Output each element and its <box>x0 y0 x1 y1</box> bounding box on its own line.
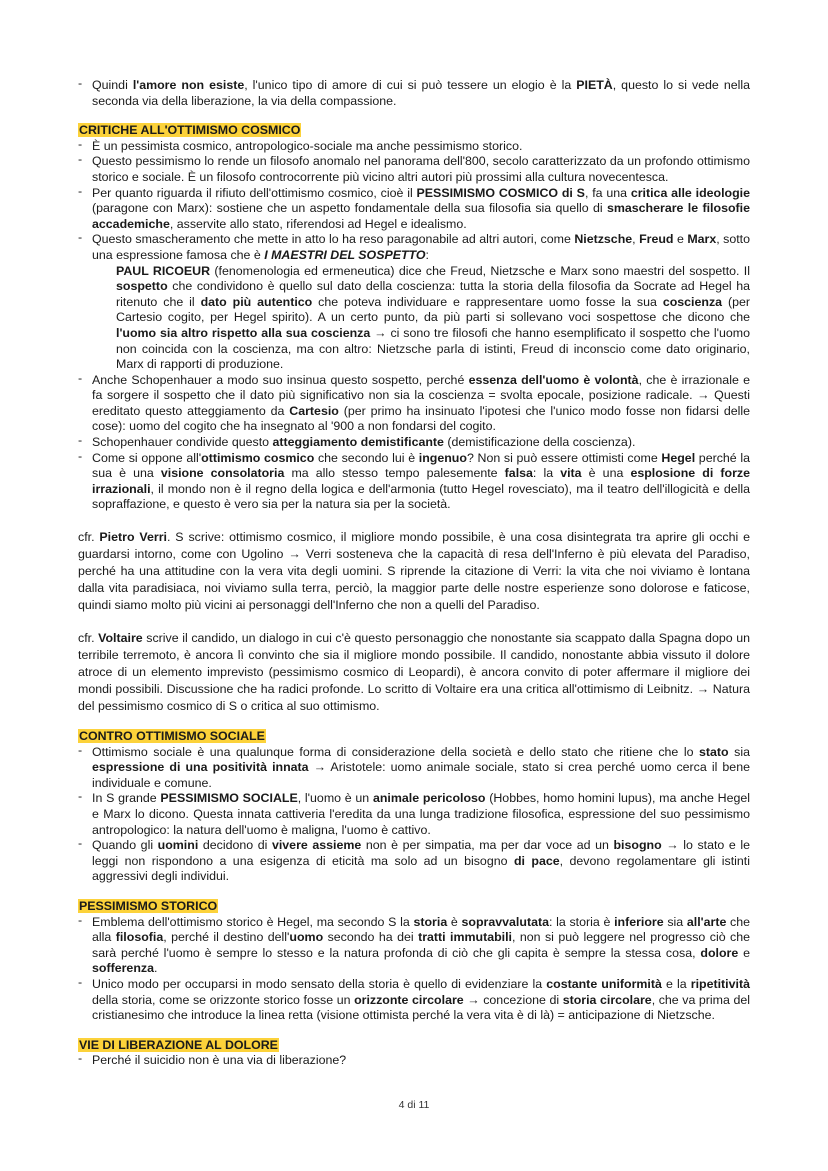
text-run: è una <box>581 466 631 481</box>
section-heading: VIE DI LIBERAZIONE AL DOLORE <box>79 1037 278 1052</box>
text-run: , perché il destino dell' <box>163 930 290 945</box>
text-run: perché la sua è una <box>92 450 751 481</box>
emphasis-text: Hegel <box>661 450 696 465</box>
text-run: è <box>447 914 462 929</box>
intro-list <box>78 78 750 109</box>
text-run: (per Cartesio cogito, per Hegel spirito). A un certo punto, da più parti si sollevano voci sospettose che dicono che <box>116 294 751 325</box>
emphasis-text: Nietzsche <box>574 232 633 247</box>
emphasis-text: sospetto <box>116 279 168 294</box>
text-run: , che è irrazionale e fa sorgere il sospetto che il dato più significativo non sia la coscienza = svolta epocale, posizione radicale. → Questi ereditato questo atteggiamento da <box>92 372 750 418</box>
emphasis-text: coscienza <box>662 294 723 309</box>
text-run: che poteva individuare e rappresentare uomo fosse la sua <box>312 294 663 309</box>
emphasis-text: tratti immutabili <box>418 930 512 945</box>
text-run: , questo lo si vede nella seconda via della liberazione, la via della compassione. <box>92 78 750 108</box>
text-run: → lo stato e le leggi non rispondono a una esigenza di eticità ma solo ad un bisogno <box>92 838 751 868</box>
emphasis-text: falsa <box>504 466 533 481</box>
emphasis-text: vita <box>560 466 582 481</box>
text-run: Come si oppone all' <box>92 450 202 465</box>
text-run: secondo ha dei <box>323 930 419 945</box>
text-run: Ottimismo sociale è una qualunque forma di considerazione della società e dello stato che ritiene che lo <box>92 744 700 759</box>
text-run: che alla <box>92 914 751 945</box>
list-item <box>78 745 750 792</box>
emphasis-text: visione consolatoria <box>160 466 285 481</box>
text-run: Quindi <box>92 78 133 92</box>
text-run: (demistificazione della coscienza). <box>443 435 636 450</box>
text-run: scrive il candido, un dialogo in cui c'è questo personaggio che nonostante sia scappato dalla Spagna dopo un terribile terremoto, è ancora lì convinto che sia il migliore mondo possibile. Il candido, nonostante abbia vissuto il dolore atroce di un elemento imprevisto (pessimismo cosmico di Leopardi), è ancora convito di poter affermare il migliore dei mondi possibili. Discussione che ha radici profonde. Lo scritto di Voltaire era una critica all'ottimismo di Leibnitz. → Natura del pessimismo cosmico di S o critica al suo ottimismo. <box>78 631 750 714</box>
text-run: , l'uomo è un <box>297 791 373 806</box>
section-list <box>78 915 750 1024</box>
emphasis-text: stato <box>699 744 729 759</box>
text-run: Anche Schopenhauer a modo suo insinua questo sospetto, perché <box>92 372 469 387</box>
list-item <box>78 838 750 885</box>
text-run: che condividono è quello sul dato della coscienza: tutta la storia della filosofia da Socrate ad Hegel ha ritenuto che il <box>116 279 750 309</box>
list-item <box>78 139 750 155</box>
text-run: non è per simpatia, ma per dar voce ad un <box>361 838 614 853</box>
list-item <box>78 154 750 185</box>
text-run: , asservite allo stato, riferendosi ad Hegel e idealismo. <box>169 216 467 231</box>
text-run: , devono regolamentare gli istinti aggressivi degli individui. <box>92 853 751 884</box>
list-item <box>78 977 750 1024</box>
emphasis-text: PESSIMISMO SOCIALE <box>160 791 298 806</box>
text-run: della storia, come se orizzonte storico fosse un <box>92 992 355 1007</box>
text-run: Unico modo per occuparsi in modo sensato della storia è quello di evidenziare la <box>92 976 547 991</box>
text-run: , <box>632 232 640 247</box>
emphasis-text: sopravvalutata <box>461 914 549 929</box>
text-run: Per quanto riguarda il rifiuto dell'ottimismo cosmico, cioè il <box>92 185 417 200</box>
text-run: , l'unico tipo di amore di cui si può tessere un elogio è la <box>244 78 577 92</box>
text-run: , sotto una espressione famosa che è <box>92 232 751 262</box>
emphasis-text: atteggiamento demistificante <box>272 435 444 450</box>
section-list <box>78 373 750 513</box>
emphasis-text: esplosione di forze irrazionali <box>92 466 750 496</box>
emphasis-text: l'uomo sia altro rispetto alla sua coscienza <box>116 325 371 340</box>
text-run: (paragone con Marx): sostiene che un aspetto fondamentale della sua filosofia sia quello di <box>92 201 607 216</box>
section-heading: CRITICHE ALL'OTTIMISMO COSMICO <box>79 123 301 138</box>
text-run: cfr. <box>78 530 100 545</box>
emphasis-text: critica alle ideologie <box>630 185 751 200</box>
emphasis-text: PAUL RICOEUR <box>116 263 211 278</box>
emphasis-text: all'arte <box>686 914 727 929</box>
text-run: ma allo stesso tempo palesemente <box>284 466 505 481</box>
emphasis-text: uomo <box>289 930 324 945</box>
emphasis-text: vivere assieme <box>271 838 362 853</box>
cfr-paragraph <box>78 630 750 715</box>
page-number: 4 di 11 <box>398 1099 430 1111</box>
text-run: In S grande <box>92 791 161 806</box>
text-run: (per primo ha insinuato l'ipotesi che l'unico modo fosse non fidarsi delle cose): uomo del cogito che ha insegnato al '900 a non fondarsi del cogito. <box>92 403 750 434</box>
text-run: e <box>673 232 688 247</box>
list-item <box>78 451 750 513</box>
emphasis-text: I MAESTRI DEL SOSPETTO <box>264 247 426 262</box>
emphasis-text: costante uniformità <box>546 976 662 991</box>
emphasis-text: ripetitività <box>690 976 750 991</box>
emphasis-text: orizzonte circolare <box>354 992 464 1007</box>
list-item <box>78 186 750 233</box>
text-run: → concezione di <box>463 992 563 1007</box>
document-page <box>78 78 750 1069</box>
emphasis-text: sofferenza <box>92 961 154 976</box>
text-run: decidono di <box>198 838 272 853</box>
emphasis-text: filosofia <box>115 930 164 945</box>
emphasis-text: uomini <box>157 838 199 853</box>
emphasis-text: Freud <box>639 232 674 247</box>
text-run: sia <box>663 914 687 929</box>
emphasis-text: storia <box>413 914 448 929</box>
text-run: Questo smascheramento che mette in atto lo ha reso paragonabile ad altri autori, come <box>92 232 575 247</box>
text-run: cfr. <box>78 631 99 646</box>
text-run: Questo pessimismo lo rende un filosofo anomalo nel panorama dell'800, secolo caratterizzato da un profondo ottimismo storico e sociale. È un filosofo controcorrente più vicino altri autori più prossimi alla cultura novecentesca. <box>92 154 750 184</box>
emphasis-text: essenza dell'uomo è volontà <box>468 372 639 387</box>
emphasis-text: PIETÀ <box>576 78 613 92</box>
emphasis-text: smascherare le filosofie accademiche <box>92 201 750 231</box>
section-heading: PESSIMISMO STORICO <box>79 898 218 913</box>
text-run: che secondo lui è <box>314 450 419 465</box>
indented-paragraph <box>78 264 750 373</box>
section-list <box>78 1053 750 1069</box>
list-item <box>78 915 750 977</box>
list-item <box>78 435 750 451</box>
emphasis-text: PESSIMISMO COSMICO di S <box>416 185 585 200</box>
emphasis-text: Pietro Verri <box>99 530 167 545</box>
text-run: → Aristotele: uomo animale sociale, stato si crea perché uomo cerca il bene individuale e comune. <box>92 760 750 790</box>
text-run: È un pessimista cosmico, antropologico-sociale ma anche pessimismo storico. <box>92 138 523 153</box>
emphasis-text: Voltaire <box>98 631 143 646</box>
emphasis-text: espressione di una positività innata <box>92 760 309 775</box>
emphasis-text: bisogno <box>613 838 662 853</box>
text-run: , che va prima del cristianesimo che introduce la linea retta (visione ottimista perché la vera vita è di là) = anticipazione di Nietzsche. <box>92 992 751 1023</box>
text-run: . <box>153 961 158 976</box>
text-run: . S scrive: ottimismo cosmico, il migliore mondo possibile, è una cosa disintegrata tra aprire gli occhi e guardarsi intorno, come con Ugolino → Verri sosteneva che la capacità di resa dell'Inferno è più elevata del Paradiso, perché ha una attitudine con la vera vita degli uomini. S riprende la citazione di Verri: la vita che noi viviamo è lontana dalla vita paradisiaca, noi viviamo sulla terra, perciò, la maggior parte delle nostre esperienze sono dolorose e faticose, quindi siamo molto più vicini ai personaggi dell'Inferno che non a quelli del Paradiso. <box>78 530 751 613</box>
text-run: ? Non si può essere ottimisti come <box>466 450 662 465</box>
text-run: e la <box>661 976 691 991</box>
list-item <box>78 373 750 435</box>
emphasis-text: storia circolare <box>562 992 652 1007</box>
text-run: Quando gli <box>92 838 158 853</box>
text-run: : la <box>532 466 561 481</box>
emphasis-text: di pace <box>513 853 560 868</box>
text-run: , fa una <box>584 185 631 200</box>
emphasis-text: l'amore non esiste <box>132 78 245 92</box>
text-run: sia <box>728 744 750 759</box>
text-run: : <box>425 247 429 262</box>
list-item <box>78 232 750 263</box>
text-run: → ci sono tre filosofi che hanno esemplificato il sospetto che l'uomo non coincida con la coscienza, ma con altro: Nietzsche parla di istinti, Freud di inconscio come dato originario, Marx di rapporti di produzione. <box>116 325 751 372</box>
emphasis-text: Cartesio <box>289 403 339 418</box>
list-item <box>78 78 750 109</box>
cfr-paragraph <box>78 529 750 614</box>
emphasis-text: Marx <box>687 232 717 247</box>
emphasis-text: inferiore <box>614 914 664 929</box>
list-item <box>78 1053 750 1069</box>
text-run: e <box>738 945 750 960</box>
list-item <box>78 791 750 838</box>
text-run: Schopenhauer condivide questo <box>92 435 273 450</box>
emphasis-text: ottimismo cosmico <box>201 450 315 465</box>
emphasis-text: animale pericoloso <box>372 791 486 806</box>
text-run: (fenomenologia ed ermeneutica) dice che Freud, Nietzsche e Marx sono maestri del sospetto. Il <box>210 263 750 278</box>
section-list <box>78 139 750 264</box>
section-list <box>78 745 750 885</box>
section-heading: CONTRO OTTIMISMO SOCIALE <box>79 729 265 744</box>
text-run: Emblema dell'ottimismo storico è Hegel, ma secondo S la <box>92 914 414 929</box>
emphasis-text: dato più autentico <box>200 294 313 309</box>
text-run: (Hobbes, homo homini lupus), ma anche Hegel e Marx lo dicono. Questa innata cattiveria l'eredita da una lunga tradizione filosofica, espressione del suo pessimismo antropologico: la natura dell'uomo è maligna, l'uomo è cattivo. <box>92 791 750 837</box>
text-run: , non si può leggere nel progresso ciò che sarà perché l'uomo è sempre lo stesso e la natura profonda di ciò che gli capita è sempre la stessa cosa, <box>92 930 751 960</box>
text-run: : la storia è <box>548 914 615 929</box>
text-run: Perché il suicidio non è una via di liberazione? <box>92 1053 347 1068</box>
emphasis-text: dolore <box>700 945 739 960</box>
text-run: , il mondo non è il regno della logica e dell'armonia (tutto Hegel rovesciato), ma il teatro dell'illogicità e della sopraffazione, e questo è vero sia per la natura sia per la società. <box>92 481 750 512</box>
emphasis-text: ingenuo <box>418 450 467 465</box>
